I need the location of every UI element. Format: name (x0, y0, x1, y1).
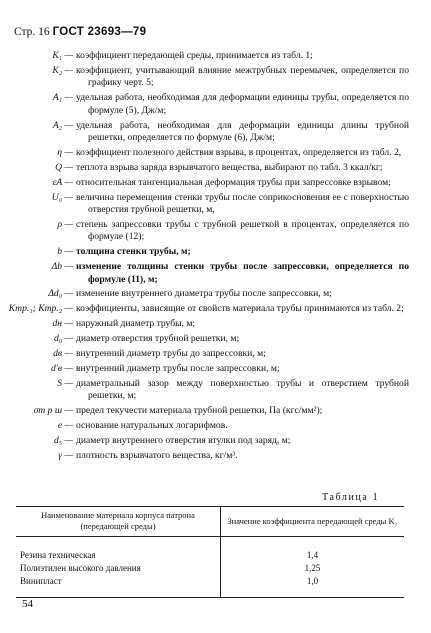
definitions-list (0, 50, 431, 465)
value-cell: 1,25 (304, 563, 321, 573)
definition-text: коэффициент передающей среды, принимается из табл. 1; (76, 50, 313, 61)
definition-symbol: A₁ — (52, 92, 73, 104)
definition-item (0, 120, 431, 145)
definition-item (0, 246, 431, 258)
definition-symbol: η — (57, 146, 73, 158)
definition-text: удельная работа, необходимая для деформации единицы длины трубной решетки, определяется по формуле (6), Дж/м; (76, 119, 409, 143)
definition-symbol: U₀ — (51, 191, 73, 203)
table-row (16, 537, 404, 563)
definition-symbol: S — (57, 377, 73, 389)
column-header-value: Значение коэффициента передающей среды K₁ (221, 507, 405, 537)
page-number: 54 (22, 598, 33, 610)
definition-item (0, 288, 431, 300)
definition-symbol: A₂ — (52, 119, 73, 131)
definition-item (0, 363, 431, 375)
definition-text: внутренний диаметр трубы после запрессовки, м; (76, 362, 280, 374)
definition-text: основание натуральных логарифмов. (76, 420, 228, 432)
definition-item (0, 420, 431, 432)
definition-symbol: b — (57, 246, 73, 258)
definition-symbol: Q — (55, 161, 73, 173)
definition-item (0, 318, 431, 330)
definition-item (0, 348, 431, 360)
definition-text: изменение толщины стенки трубы после запрессовки, определяется по формуле (11), м; (76, 261, 409, 285)
table-header-row (16, 507, 404, 537)
definition-item (0, 50, 431, 62)
definition-text: плотность взрывчатого вещества, кг/м³. (76, 449, 238, 461)
definition-item (0, 261, 431, 286)
definition-text: коэффициент полезного действия взрыва, в процентах, определяется из табл. 2, (76, 146, 402, 158)
definition-symbol: dн — (52, 318, 73, 330)
standard-title: ГОСТ 23693—79 (52, 26, 147, 38)
definition-text: диаметральный зазор между поверхностью трубы и отверстием трубной решетки, м; (76, 377, 409, 402)
definition-item (0, 405, 431, 417)
material-cell: Резина техническая (16, 537, 221, 563)
definition-symbol: K₂ — (52, 64, 73, 76)
definition-text: внутренний диаметр трубы до запрессовки, м; (76, 348, 266, 360)
definition-symbol: dв — (53, 348, 73, 360)
definition-text: наружный диаметр трубы, м; (76, 318, 196, 330)
table-row (16, 575, 404, 598)
definition-symbol: σт р ш — (33, 405, 73, 417)
coefficient-table (16, 506, 404, 598)
definition-symbol: Δb — (51, 261, 73, 273)
definition-text: величина перемещения стенки трубы после соприкосновения ее с поверхностью отверстия трубной решетки, м, (76, 191, 409, 215)
definition-symbol: Kтр.₁; Kтр.₂ — (8, 303, 73, 315)
definition-item (0, 92, 431, 117)
definition-item (0, 177, 431, 189)
material-cell: Винипласт (16, 575, 221, 598)
value-cell: 1,4 (306, 550, 319, 560)
table-row (16, 562, 404, 575)
definition-text: толщина стенки трубы, м; (76, 246, 191, 258)
definition-symbol: εA — (52, 176, 73, 188)
definition-text: относительная тангенциальная деформация трубы при запрессовке взрывом; (76, 176, 391, 188)
definition-symbol: K₁ — (52, 50, 73, 61)
definition-item (0, 333, 431, 345)
definition-text: теплота взрыва заряда взрывчатого вещества, выбирают по табл. 3 ккал/кг; (76, 161, 383, 173)
definition-text: диаметр отверстия трубной решетки, м; (76, 333, 240, 345)
definition-symbol: d′в — (51, 362, 73, 374)
definition-text: диаметр внутреннего отверстия втулки под заряд, м; (76, 434, 291, 446)
column-header-material: Наименование материала корпуса патрона (передающей среды) (16, 507, 221, 537)
definition-item (0, 435, 431, 447)
definition-item (0, 147, 431, 159)
definition-symbol: d₅ — (53, 434, 73, 446)
definition-text: удельная работа, необходимая для деформации единицы трубы, определяется по формуле (5), Дж/м; (76, 92, 409, 116)
definition-item (0, 303, 431, 315)
definition-item (0, 450, 431, 462)
definition-item (0, 192, 431, 217)
definition-text: коэффициент, учитывающий влияние межтрубных перемычек, определяется по графику черт. 5; (76, 64, 409, 89)
definition-symbol: e — (57, 420, 73, 432)
definition-text: коэффициенты, зависящие от свойств материала трубы принимаются из табл. 2; (76, 303, 404, 315)
definition-item (0, 162, 431, 174)
definition-text: степень запрессовки трубы с трубной решеткой в процентах, определяется по формуле (12); (76, 218, 409, 243)
definition-text: предел текучести материала трубной решетки, Па (кгс/мм²); (76, 405, 323, 417)
table-caption: Таблица 1 (322, 492, 380, 503)
definition-item (0, 378, 431, 403)
definition-symbol: Δd₀ — (48, 288, 73, 300)
page-label: Стр. 16 (14, 26, 50, 38)
definition-item (0, 219, 431, 244)
page-header (14, 26, 146, 38)
definition-text: изменение внутреннего диаметра трубы после запрессовки, м; (76, 288, 332, 300)
value-cell: 1,0 (221, 575, 405, 598)
material-cell: Полиэтилен высокого давления (16, 562, 221, 575)
definition-symbol: γ — (58, 449, 73, 461)
definition-item (0, 65, 431, 90)
definition-symbol: d₀ — (53, 333, 73, 345)
definition-symbol: ρ — (57, 218, 73, 230)
